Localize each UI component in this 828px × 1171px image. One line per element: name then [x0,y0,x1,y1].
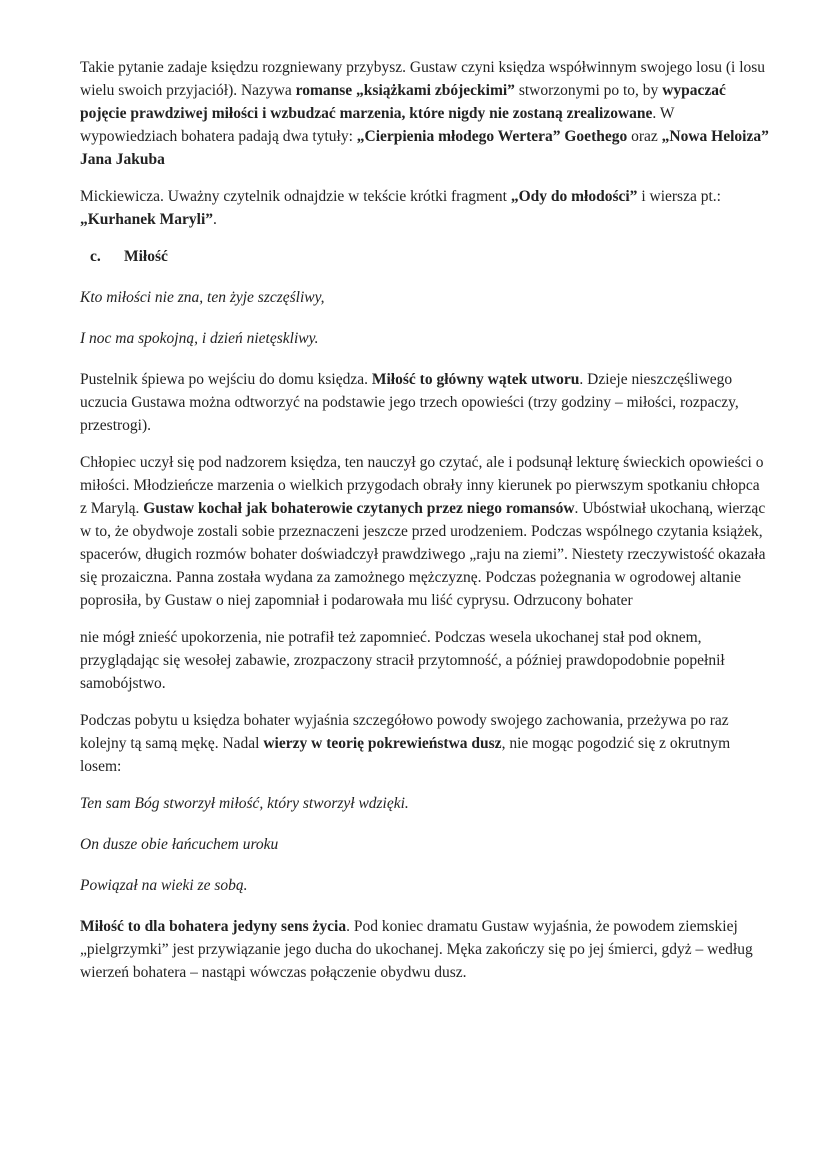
bold-span: Miłość to główny wątek utworu [371,371,580,388]
bold-span: wypaczać pojęcie prawdziwej miłości i wzbudzać marzenia, które nigdy nie zostaną zrealizowane [80,82,726,122]
text-span: stworzonymi po to, by [514,82,663,99]
bold-span: „Ody do młodości” [510,188,638,205]
text-span: oraz [627,128,662,145]
section-heading [80,245,770,268]
verse-line: Ten sam Bóg stworzył miłość, który stworzył wdzięki. [80,795,409,812]
text-span: . Pod koniec dramatu Gustaw wyjaśnia, że powodem ziemskiej „pielgrzymki” jest przywiązanie jego ducha do ukochanej. Męka zakończy się po jej śmierci, gdyż – według wierzeń bohatera – nastąpi wówczas połączenie obydwu dusz. [80,918,753,981]
verse-line: Kto miłości nie zna, ten żyje szczęśliwy, [80,289,325,306]
text-span: . [213,211,217,228]
document-page [80,56,770,998]
verse-line: I noc ma spokojną, i dzień nietęskliwy. [80,330,319,347]
bold-span: „Nowa Heloiza” Jana Jakuba [80,128,769,168]
paragraph-pobyt [80,709,770,778]
bold-span: wierzy w teorię pokrewieństwa dusz [263,735,502,752]
bold-span: „Cierpienia młodego Wertera” Goethego [356,128,628,145]
text-span: , nie mogąc pogodzić się z okrutnym losem: [80,735,731,775]
paragraph-upokorzenie: nie mógł znieść upokorzenia, nie potrafił też zapomnieć. Podczas wesela ukochanej stał pod oknem, przyglądając się wesołej zabawie, zrozpaczony stracił przytomność, a później prawdopodobnie popełnił samobójstwo. [80,629,725,692]
paragraph-sens-zycia [80,915,770,984]
bold-span: Miłość to dla bohatera jedyny sens życia [80,918,347,935]
bold-span: „Kurhanek Maryli” [80,211,214,228]
text-span: Podczas pobytu u księdza bohater wyjaśnia szczegółowo powody swojego zachowania, przeżywa po raz kolejny tą samą mękę. Nadal [80,712,729,752]
paragraph-pustelnik [80,368,770,437]
text-span: Chłopiec uczył się pod nadzorem księdza, ten nauczył go czytać, ale i podsunął lekturę świeckich opowieści o miłości. Młodzieńcze marzenia o wielkich przygodach obrały inny kierunek po pierwszym spotkaniu chłopca z Marylą. [80,454,764,517]
verse-line: Powiązał na wieki ze sobą. [80,877,248,894]
paragraph-romanse [80,56,770,171]
heading-number: c. [90,248,101,265]
verse-line: On dusze obie łańcuchem uroku [80,836,279,853]
text-span: . Ubóstwiał ukochaną, wierząc w to, że obydwoje zostali sobie przeznaczeni jeszcze przed urodzeniem. Podczas wspólnego czytania książek, spacerów, długich rozmów bohater doświadczył prawdziwego „raju na ziemi”. Niestety rzeczywistość okazała się prozaiczna. Panna została wydana za zamożnego mężczyznę. Podczas pożegnania w ogrodowej altanie poprosiła, by Gustaw o niej zapomniał i podarowała mu liść cyprysu. Odrzucony bohater [80,500,766,609]
text-span: Pustelnik śpiewa po wejściu do domu księdza. [80,371,372,388]
bold-span: romanse „książkami zbójeckimi” [295,82,515,99]
text-span: . Dzieje nieszczęśliwego uczucia Gustawa można odtworzyć na podstawie jego trzech opowieści (trzy godziny – miłości, rozpaczy, przestrogi). [80,371,739,434]
text-span: Takie pytanie zadaje księdzu rozgniewany przybysz. Gustaw czyni księdza współwinnym swojego losu (i losu wielu swoich przyjaciół). Nazywa [80,59,766,99]
paragraph-chlopiec [80,451,770,612]
text-span: Mickiewicza. Uważny czytelnik odnajdzie w tekście krótki fragment [80,188,511,205]
heading-label: Miłość [124,248,168,265]
bold-span: Gustaw kochał jak bohaterowie czytanych przez niego romansów [143,500,575,517]
text-span: i wiersza pt.: [637,188,721,205]
paragraph-mickiewicz [80,185,770,231]
text-span: . W wypowiedziach bohatera padają dwa tytuły: [80,105,675,145]
